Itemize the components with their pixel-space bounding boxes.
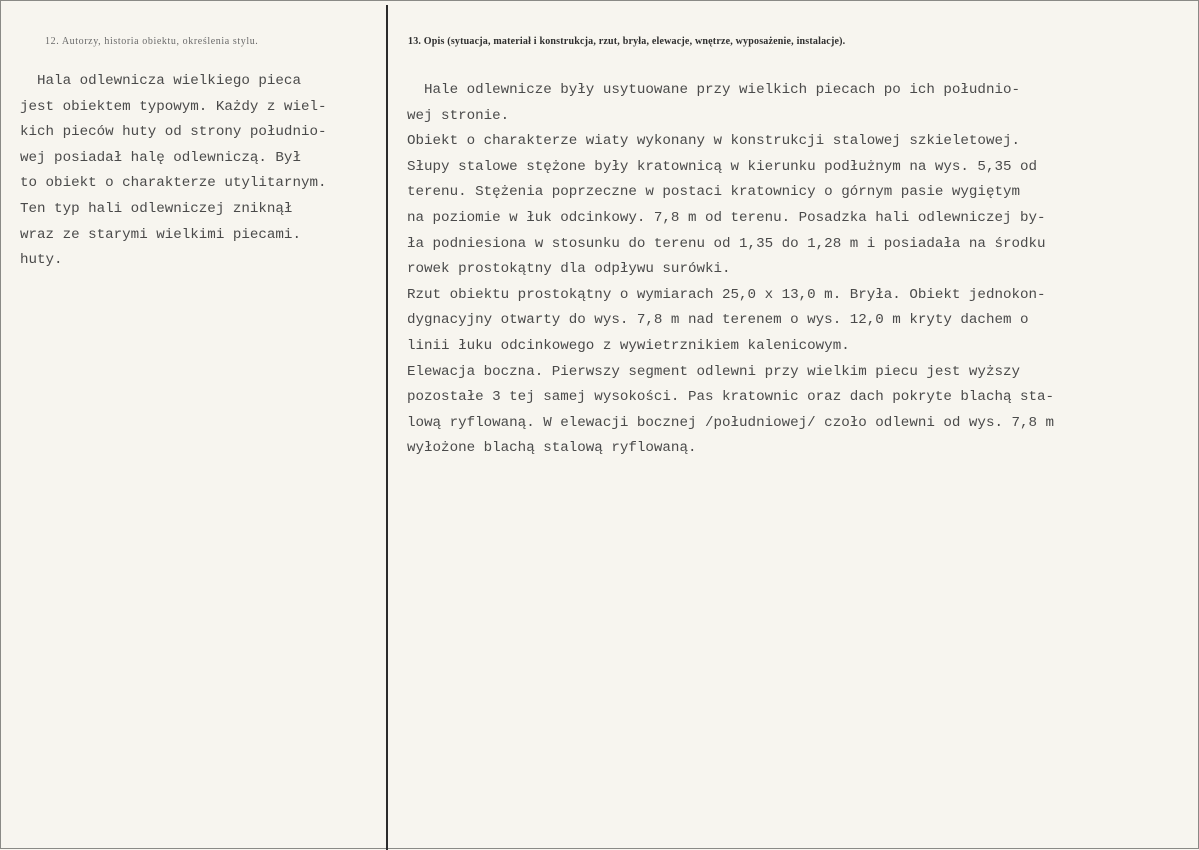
description-text bbox=[407, 78, 1054, 462]
text-line: to obiekt o charakterze utylitarnym. bbox=[20, 175, 327, 192]
text-line: terenu. Stężenia poprzeczne w postaci kratownicy o górnym pasie wygiętym bbox=[407, 184, 1020, 201]
text-line: pozostałe 3 tej samej wysokości. Pas kratownic oraz dach pokryte blachą sta- bbox=[407, 389, 1055, 406]
text-line: Ten typ hali odlewniczej zniknął bbox=[20, 200, 293, 217]
text-line: wej posiadał halę odlewniczą. Był bbox=[20, 149, 301, 166]
text-line: lową ryflowaną. W elewacji bocznej /południowej/ czoło odlewni od wys. 7,8 m bbox=[407, 414, 1055, 431]
text-line: ła podniesiona w stosunku do terenu od 1,35 do 1,28 m i posiadała na środku bbox=[407, 235, 1046, 252]
text-line: Elewacja boczna. Pierwszy segment odlewni przy wielkim piecu jest wyższy bbox=[407, 363, 1020, 380]
text-line: wej stronie. bbox=[407, 107, 510, 124]
text-line: Słupy stalowe stężone były kratownicą w kierunku podłużnym na wys. 5,35 od bbox=[407, 158, 1038, 175]
column-divider bbox=[386, 5, 388, 850]
history-text bbox=[20, 69, 327, 274]
text-line: rowek prostokątny dla odpływu surówki. bbox=[407, 261, 731, 278]
text-line: wyłożone blachą stalową ryflowaną. bbox=[407, 440, 697, 457]
text-line: linii łuku odcinkowego z wywietrznikiem kalenicowym. bbox=[407, 337, 850, 354]
section-12-heading: 12. Autorzy, historia obiektu, określenia stylu. bbox=[45, 36, 259, 47]
text-line: wraz ze starymi wielkimi piecami. bbox=[20, 226, 301, 243]
text-line: na poziomie w łuk odcinkowy. 7,8 m od terenu. Posadzka hali odlewniczej by- bbox=[407, 209, 1046, 226]
text-line: kich pieców huty od strony południo- bbox=[20, 124, 327, 141]
text-line: jest obiektem typowym. Każdy z wiel- bbox=[20, 98, 327, 115]
text-line: Hala odlewnicza wielkiego pieca bbox=[20, 73, 301, 89]
text-line: huty. bbox=[20, 252, 63, 269]
text-line: Obiekt o charakterze wiaty wykonany w konstrukcji stalowej szkieletowej. bbox=[407, 133, 1020, 150]
text-line: Rzut obiektu prostokątny o wymiarach 25,0 x 13,0 m. Bryła. Obiekt jednokon- bbox=[407, 286, 1046, 303]
text-line: dygnacyjny otwarty do wys. 7,8 m nad terenem o wys. 12,0 m kryty dachem o bbox=[407, 312, 1029, 329]
text-line: Hale odlewnicze były usytuowane przy wielkich piecach po ich południo- bbox=[407, 82, 1020, 98]
section-13-heading: 13. Opis (sytuacja, materiał i konstrukcja, rzut, bryła, elewacje, wnętrze, wyposażenie, instalacje). bbox=[408, 36, 846, 47]
